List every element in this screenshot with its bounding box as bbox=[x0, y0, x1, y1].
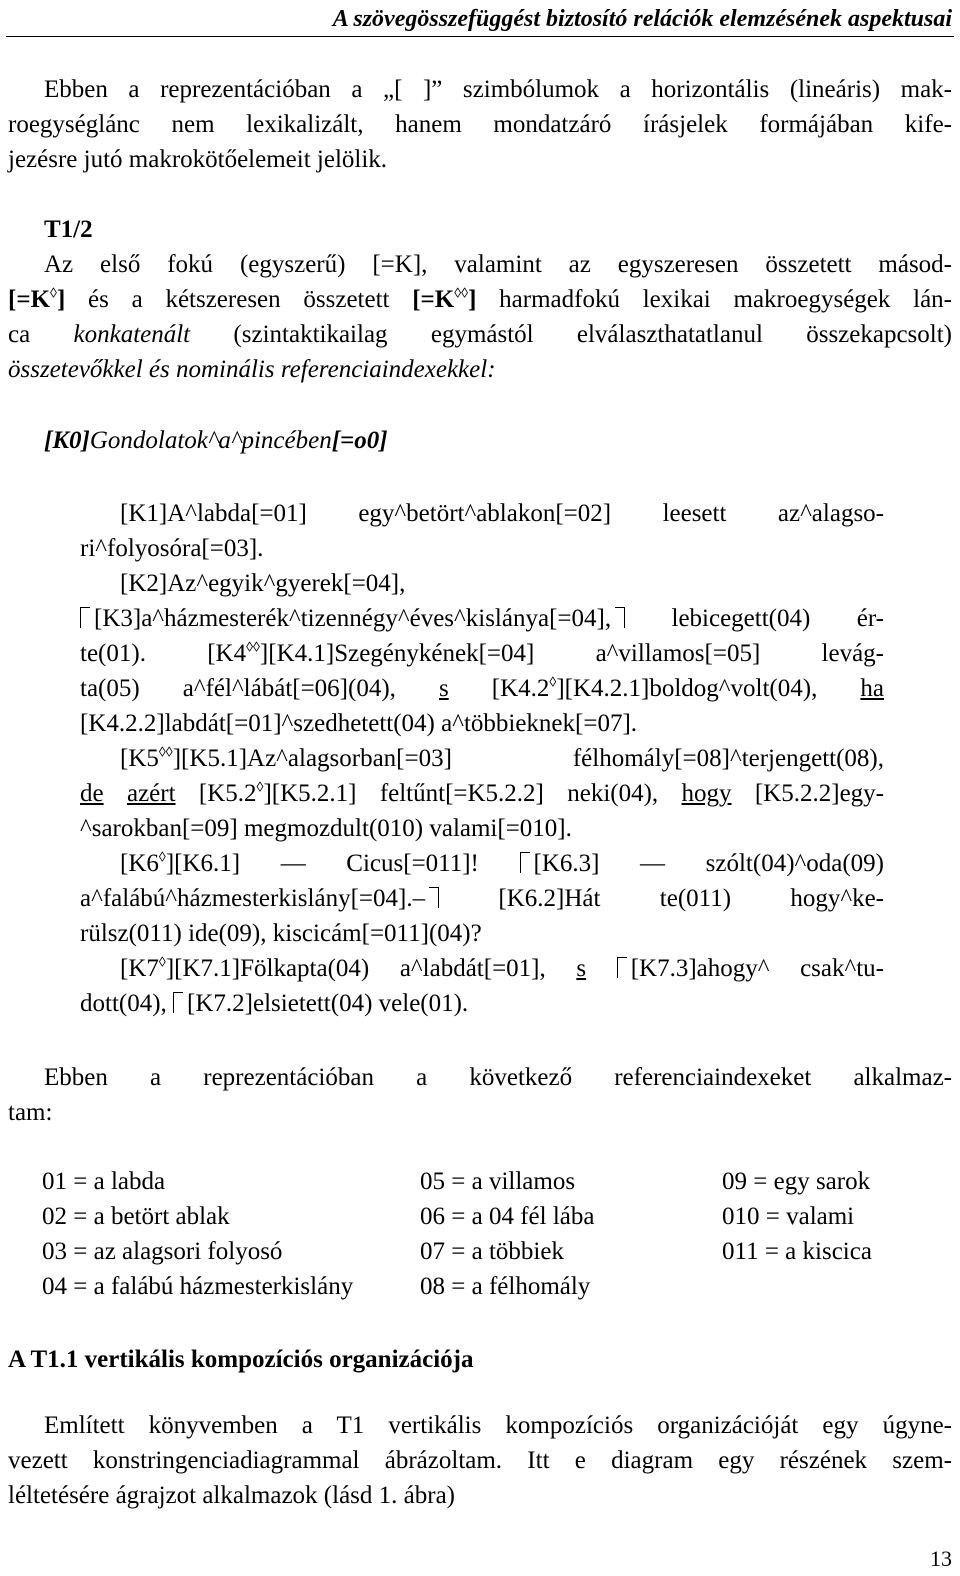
intro-paragraph bbox=[8, 72, 952, 177]
t12-line-4: összetevőkkel és nominális referenciaindexekkel: bbox=[8, 356, 496, 383]
ref-cell: 04 = a falábú házmesterkislány bbox=[42, 1273, 354, 1300]
section-heading: A T1.1 vertikális kompozíciós organizációja bbox=[8, 1346, 474, 1373]
k7-line-2: dott(04), [K7.2]elsietett(04) vele(01). bbox=[80, 990, 469, 1017]
table-row bbox=[42, 1164, 952, 1199]
intro-line-2: roegységlánc nem lexikalizált, hanem mondatzáró írásjelek formájában kife- bbox=[8, 111, 952, 138]
ref-cell: 03 = az alagsori folyosó bbox=[42, 1238, 283, 1265]
entries-block bbox=[80, 496, 884, 1021]
ref-cell: 08 = a félhomály bbox=[420, 1273, 591, 1300]
ref-cell: 06 = a 04 fél lába bbox=[420, 1203, 595, 1230]
open-bracket-mark bbox=[617, 957, 627, 978]
open-bracket-mark bbox=[173, 992, 183, 1013]
page-number: 13 bbox=[930, 1546, 952, 1571]
open-bracket-mark bbox=[520, 852, 530, 873]
running-header-title: A szövegösszefüggést biztosító relációk elemzésének aspektusai bbox=[332, 6, 952, 32]
k6-line-1: [K6◊][K6.1] — Cicus[=011]! [K6.3] — szólt(04)^oda(09) bbox=[120, 850, 884, 877]
close-bracket-mark bbox=[429, 887, 439, 908]
t12-line-3: ca konkatenált (szintaktikailag egymástól elválaszthatatlanul összekapcsolt) bbox=[8, 321, 952, 348]
closing-paragraph bbox=[8, 1408, 952, 1513]
refs-intro-line-2: tam: bbox=[8, 1099, 53, 1126]
ref-cell: 011 = a kiscica bbox=[722, 1238, 872, 1265]
k5-line-2: de azért [K5.2◊][K5.2.1] feltűnt[=K5.2.2] neki(04), hogy [K5.2.2]egy- bbox=[80, 780, 884, 807]
k3-line-2: te(01). [K4◊◊][K4.1]Szegénykének[=04] a^villamos[=05] levág- bbox=[80, 640, 884, 667]
intro-line-3: jezésre jutó makrokötőelemeit jelölik. bbox=[8, 146, 388, 173]
k6-line-2: a^falábú^házmesterkislány[=04].– [K6.2]Hát te(011) hogy^ke- bbox=[80, 885, 885, 912]
ref-cell: 09 = egy sarok bbox=[722, 1168, 871, 1195]
refs-intro bbox=[8, 1060, 952, 1130]
k4-line-3: ta(05) a^fél^lábát[=06](04), s [K4.2◊][K4.2.1]boldog^volt(04), ha bbox=[80, 675, 884, 702]
ref-cell: 02 = a betört ablak bbox=[42, 1203, 230, 1230]
k1-line-1: [K1]A^labda[=01] egy^betört^ablakon[=02] leesett az^alagso- bbox=[120, 500, 884, 527]
header-rule bbox=[6, 36, 954, 37]
ref-cell: 07 = a többiek bbox=[420, 1238, 564, 1265]
refs-intro-line-1: Ebben a reprezentációban a következő referenciaindexeket alkalmaz- bbox=[44, 1064, 952, 1091]
t12-label: T1/2 bbox=[44, 216, 93, 243]
ref-cell: 010 = valami bbox=[722, 1203, 855, 1230]
k4-line-4: [K4.2.2]labdát[=01]^szedhetett(04) a^többieknek[=07]. bbox=[80, 710, 638, 737]
table-row bbox=[42, 1199, 952, 1234]
reference-index-table bbox=[42, 1164, 952, 1304]
running-header bbox=[0, 0, 960, 40]
t12-section bbox=[8, 212, 952, 387]
closing-line-2: vezett konstringenciadiagrammal ábrázoltam. Itt e diagram egy részének szem- bbox=[8, 1447, 952, 1474]
closing-line-3: léltetésére ágrajzot alkalmazok (lásd 1. ábra) bbox=[8, 1482, 455, 1509]
k7-line-1: [K7◊][K7.1]Fölkapta(04) a^labdát[=01], s [K7.3]ahogy^ csak^tu- bbox=[120, 955, 884, 982]
ref-cell: 01 = a labda bbox=[42, 1168, 166, 1195]
intro-line-1: Ebben a reprezentációban a „[ ]” szimbólumok a horizontális (lineáris) mak- bbox=[44, 76, 952, 103]
closing-line-1: Említett könyvemben a T1 vertikális kompozíciós organizációját egy úgyne- bbox=[44, 1412, 952, 1439]
ref-cell: 05 = a villamos bbox=[420, 1168, 576, 1195]
open-bracket-mark bbox=[80, 607, 90, 628]
close-bracket-mark bbox=[615, 607, 625, 628]
k0-title: [K0]Gondolatok^a^pincében[=o0] bbox=[44, 427, 388, 454]
ref-cell bbox=[722, 1269, 952, 1304]
k3-line-1: [K3]a^házmesterék^tizennégy^éves^kislánya[=04], lebicegett(04) ér- bbox=[80, 601, 884, 636]
k2-line-1: [K2]Az^egyik^gyerek[=04], bbox=[120, 570, 406, 597]
table-row bbox=[42, 1269, 952, 1304]
k5-line-3: ^sarokban[=09] megmozdult(010) valami[=010]. bbox=[80, 815, 572, 842]
t12-line-1: Az első fokú (egyszerű) [=K], valamint az egyszeresen összetett másod- bbox=[44, 251, 952, 278]
k5-line-1: [K5◊◊][K5.1]Az^alagsorban[=03] félhomály[=08]^terjengett(08), bbox=[120, 745, 884, 772]
k1-line-2: ri^folyosóra[=03]. bbox=[80, 535, 264, 562]
k6-line-3: rülsz(011) ide(09), kiscicám[=011](04)? bbox=[80, 920, 482, 947]
t12-line-2: [=K◊] és a kétszeresen összetett [=K◊◊] harmadfokú lexikai makroegységek lán- bbox=[8, 286, 952, 313]
table-row bbox=[42, 1234, 952, 1269]
